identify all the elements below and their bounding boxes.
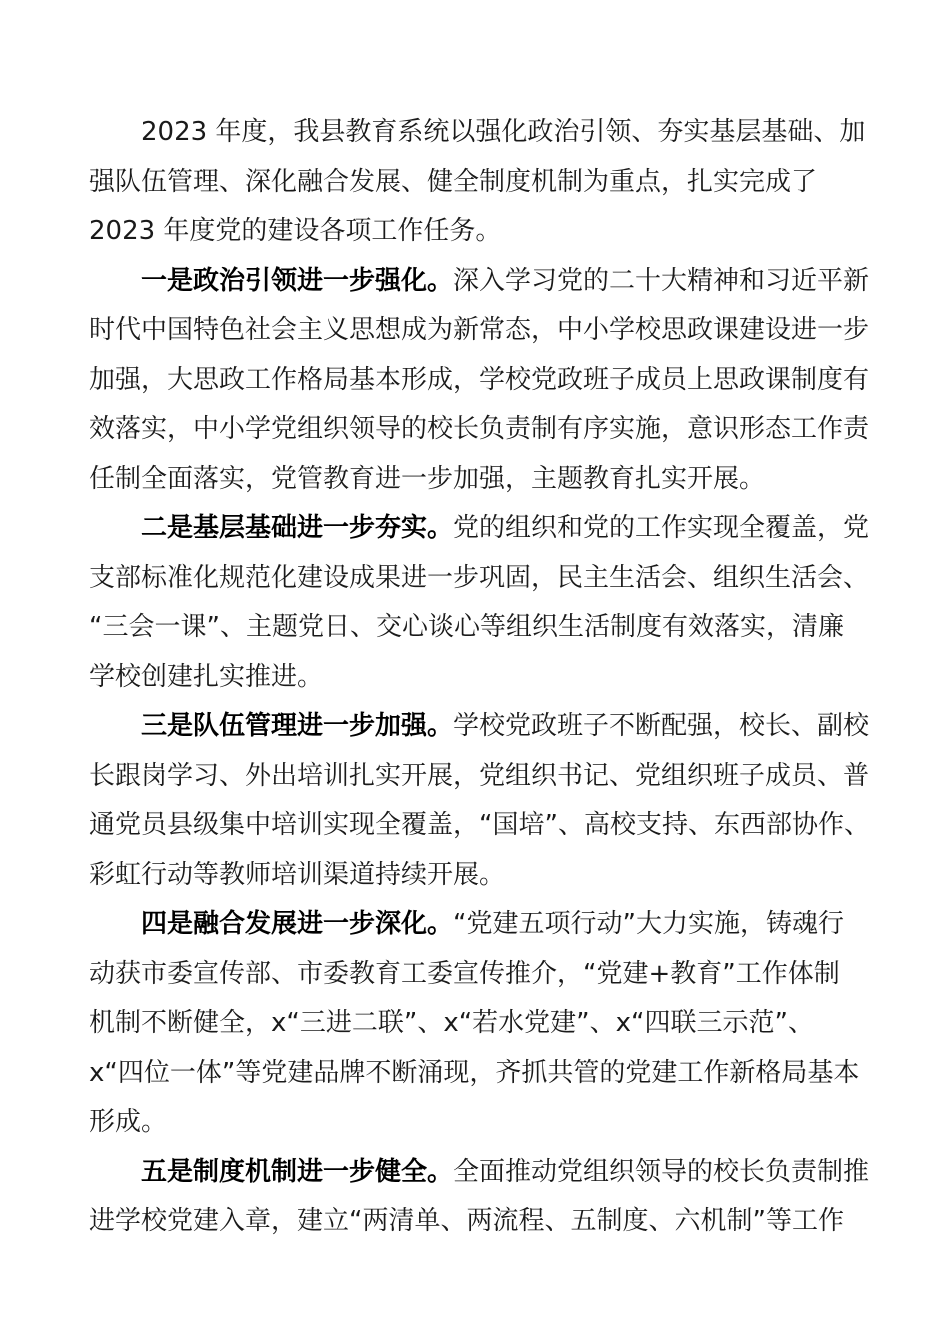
- paragraph-line: 支部标准化规范化建设成果进一步巩固，民主生活会、组织生活会、: [89, 562, 870, 593]
- paragraph-line: 机制不断健全，x“三进二联”、x“若水党建”、x“四联三示范”、: [89, 1008, 814, 1038]
- paragraph-line: 学校创建扎实推进。: [89, 661, 324, 692]
- paragraph-text: 党的组织和党的工作实现全覆盖，党: [453, 513, 870, 543]
- paragraph-text: 学校党政班子不断配强，校长、副校: [453, 711, 870, 741]
- section-heading: 四是融合发展进一步深化。: [141, 909, 454, 939]
- section-heading: 二是基层基础进一步夯实。: [141, 513, 454, 543]
- paragraph-line: 长跟岗学习、外出培训扎实开展，党组织书记、党组织班子成员、普: [89, 760, 870, 791]
- paragraph-line: 2023 年度，我县教育系统以强化政治引领、夯实基层基础、加: [141, 117, 866, 147]
- section-institutional-mechanism: [89, 1148, 870, 1247]
- paragraph-line: 加强，大思政工作格局基本形成，学校党政班子成员上思政课制度有: [89, 364, 870, 395]
- paragraph-first-line: [89, 702, 870, 752]
- document-body: [89, 108, 870, 1247]
- paragraph-line: 时代中国特色社会主义思想成为新常态，中小学校思政课建设进一步: [89, 315, 870, 345]
- paragraph-line: 通党员县级集中培训实现全覆盖，“国培”、高校支持、东西部协作、: [89, 810, 870, 840]
- section-team-management: [89, 702, 870, 900]
- paragraph-first-line: [89, 257, 870, 307]
- paragraph-line: x“四位一体”等党建品牌不断涌现，齐抓共管的党建工作新格局基本: [89, 1057, 860, 1088]
- paragraph-line: 形成。: [89, 1107, 168, 1137]
- section-grassroots-foundation: [89, 504, 870, 702]
- paragraph-text: 全面推动党组织领导的校长负责制推: [453, 1156, 870, 1187]
- paragraph-line: 效落实，中小学党组织领导的校长负责制有序实施，意识形态工作责: [89, 414, 870, 444]
- section-integrated-development: [89, 900, 861, 1148]
- paragraph-line: 2023 年度党的建设各项工作任务。: [89, 216, 502, 246]
- paragraph-line: 彩虹行动等教师培训渠道持续开展。: [89, 859, 506, 890]
- intro-paragraph: [89, 108, 866, 257]
- paragraph-text: “党建五项行动”大力实施，铸魂行: [453, 909, 844, 939]
- paragraph-first-line: [89, 900, 861, 950]
- section-heading: 三是队伍管理进一步加强。: [141, 711, 454, 741]
- paragraph-line: 强队伍管理、深化融合发展、健全制度机制为重点，扎实完成了: [89, 166, 818, 197]
- paragraph-first-line: [89, 1148, 870, 1198]
- section-heading: 一是政治引领进一步强化。: [141, 265, 454, 296]
- paragraph-line: 任制全面落实，党管教育进一步加强，主题教育扎实开展。: [89, 463, 766, 494]
- paragraph-line: “三会一课”、主题党日、交心谈心等组织生活制度有效落实，清廉: [89, 612, 844, 642]
- paragraph-text: 深入学习党的二十大精神和习近平新: [453, 265, 870, 296]
- paragraph-line: 进学校党建入章，建立“两清单、两流程、五制度、六机制”等工作: [89, 1206, 844, 1236]
- section-political-leadership: [89, 257, 870, 505]
- section-heading: 五是制度机制进一步健全。: [141, 1156, 454, 1187]
- paragraph-line: 动获市委宣传部、市委教育工委宣传推介，“党建+教育”工作体制: [89, 958, 840, 989]
- paragraph-first-line: [89, 504, 870, 554]
